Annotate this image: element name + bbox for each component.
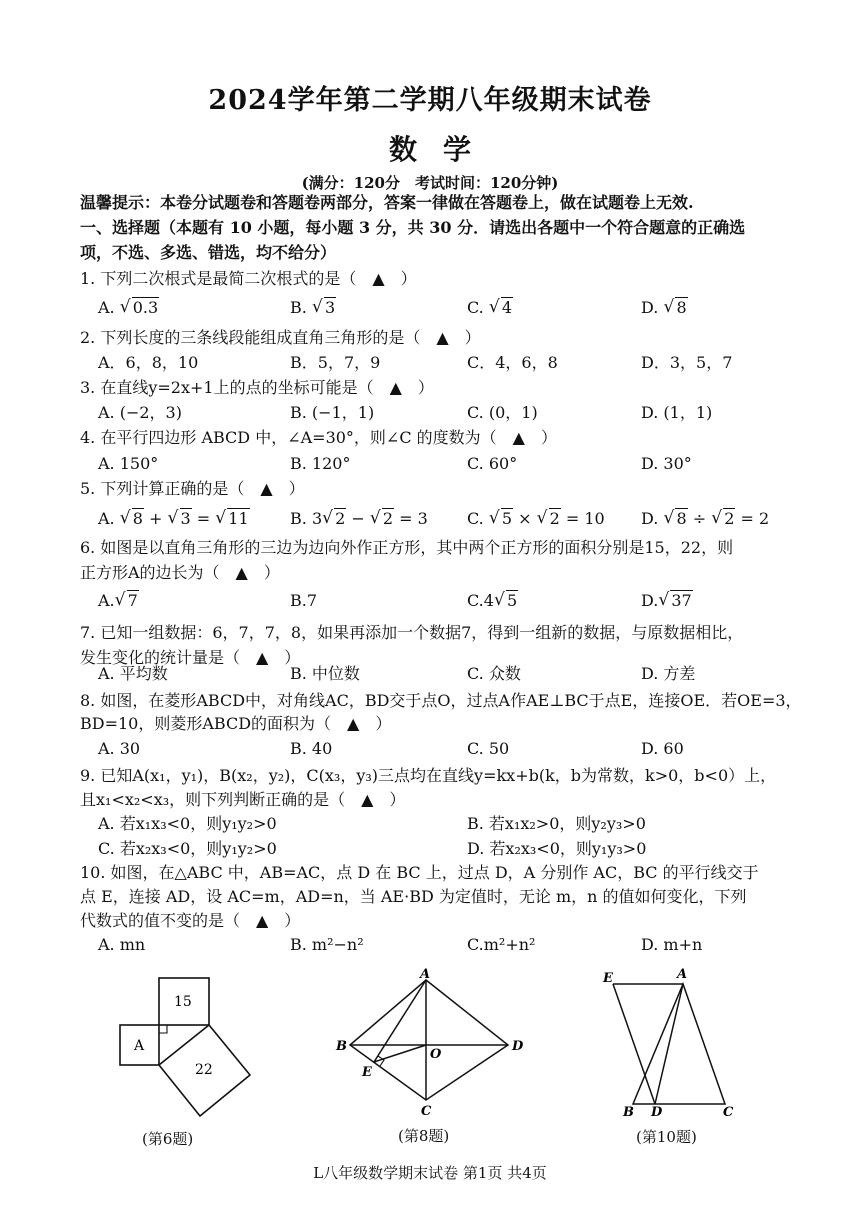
exam-info: (满分：120分 考试时间：120分钟) [301,174,559,192]
label-22: 22 [195,1062,213,1078]
q1-option-d: D. √ 8 [641,297,688,319]
label-d: D [651,1105,663,1120]
q8-option-b: B. 40 [290,739,333,758]
q1-stem: 1. 下列二次根式是最简二次根式的是（ ▲ ） [80,269,417,288]
label-b: B [623,1105,634,1120]
q6-stem-line1: 6. 如图是以直角三角形的三边为边向外作正方形，其中两个正方形的面积分别是15，22，则 [80,538,734,557]
q3-option-c: C. (0，1) [467,403,538,422]
q3-option-b: B. (−1，1) [290,403,375,422]
q9-option-c: C. 若x₂x₃<0，则y₁y₂>0 [98,839,277,858]
q10-stem-line1: 10. 如图，在△ABC 中，AB=AC，点 D 在 BC 上，过点 D，A 分别作 AC，BC 的平行线交于 [80,863,759,882]
q5-option-b: B. 3√ 2 − √ 2 = 3 [290,508,428,530]
figure-6 [110,970,270,1130]
q10-stem-line3: 代数式的值不变的是（ ▲ ） [80,911,301,930]
figure-8-caption: (第8题) [398,1127,450,1145]
q9-option-b: B. 若x₁x₂>0，则y₂y₃>0 [467,814,646,833]
label-a: A [420,968,431,982]
label-b: B [336,1039,347,1054]
q8-option-d: D. 60 [641,739,684,758]
q1-option-c: C. √ 4 [467,297,513,319]
label-c: C [723,1105,734,1120]
segment-ed [613,984,655,1104]
label-d: D [512,1039,524,1054]
q7-option-b: B. 中位数 [290,664,360,683]
q10-option-b: B. m²−n² [290,935,364,954]
section1-heading-line2: 项，不选、多选、错选，均不给分） [80,243,337,262]
segment-ad [655,984,683,1104]
q2-option-c: C．4，6，8 [467,353,558,372]
label-15: 15 [174,994,192,1010]
label-o: O [430,1047,442,1062]
q9-stem-line1: 9. 已知A(x₁，y₁)，B(x₂，y₂)，C(x₃，y₃)三点均在直线y=kx+b(k，b为常数，k>0，b<0）上， [80,766,777,785]
segment-oe [374,1045,426,1062]
q4-stem: 4. 在平行四边形 ABCD 中，∠A=30°，则∠C 的度数为（ ▲ ） [80,428,557,447]
exam-title: 2024学年第二学期八年级期末试卷 [208,85,652,116]
q2-option-a: A．6，8，10 [98,353,199,372]
q10-option-a: A. mn [98,935,146,954]
subject-title: 数学 [388,133,497,166]
q6-option-b: B.7 [290,591,318,610]
q10-option-c: C.m²+n² [467,935,536,954]
q8-option-c: C. 50 [467,739,510,758]
q9-option-d: D. 若x₂x₃<0，则y₁y₃>0 [467,839,647,858]
figure-8 [330,968,530,1118]
label-e: E [362,1065,372,1080]
rhombus-abcd [350,980,508,1100]
q4-option-b: B. 120° [290,454,351,473]
q6-option-c: C.4√ 5 [467,590,518,612]
label-a: A [134,1038,145,1054]
segment-ae [374,980,426,1062]
q7-option-d: D. 方差 [641,664,696,683]
section1-heading-line1: 一、选择题（本题有 10 小题，每小题 3 分，共 30 分．请选出各题中一个符合题意的正确选 [80,218,746,237]
figure-6-caption: (第6题) [142,1130,194,1148]
q8-option-a: A. 30 [98,739,141,758]
q6-option-d: D.√ 37 [641,590,693,612]
q2-stem: 2. 下列长度的三条线段能组成直角三角形的是（ ▲ ） [80,328,481,347]
q6-option-a: A.√ 7 [98,590,139,612]
q10-option-d: D. m+n [641,935,703,954]
notice: 温馨提示：本卷分试题卷和答题卷两部分，答案一律做在答题卷上，做在试题卷上无效. [80,193,694,212]
figure-10-caption: (第10题) [636,1128,697,1146]
q3-stem: 3. 在直线y=2x+1上的点的坐标可能是（ ▲ ） [80,378,434,397]
q2-option-b: B．5，7，9 [290,353,381,372]
q2-option-d: D．3，5，7 [641,353,733,372]
q5-option-a: A. √ 8 + √ 3 = √ 11 [98,508,250,530]
q3-option-d: D. (1，1) [641,403,713,422]
q5-option-d: D. √ 8 ÷ √ 2 = 2 [641,508,769,530]
q8-stem-line2: BD=10，则菱形ABCD的面积为（ ▲ ） [80,714,392,733]
q9-stem-line2: 且x₁<x₂<x₃，则下列判断正确的是（ ▲ ） [80,790,406,809]
q3-option-a: A. (−2，3) [98,403,182,422]
q9-option-a: A. 若x₁x₃<0，则y₁y₂>0 [98,814,277,833]
q6-stem-line2: 正方形A的边长为（ ▲ ） [80,563,280,582]
q8-stem-line1: 8. 如图，在菱形ABCD中，对角线AC，BD交于点O，过点A作AE⊥BC于点E，连接OE．若OE=3， [80,691,802,710]
label-c: C [421,1104,432,1118]
q7-stem-line1: 7. 已知一组数据：6，7，7，8，如果再添加一个数据7，得到一组新的数据，与原数据相比， [80,623,744,642]
q10-stem-line2: 点 E，连接 AD，设 AC=m，AD=n，当 AE·BD 为定值时，无论 m，n 的值如何变化，下列 [80,887,747,906]
q1-option-a: A. √ 0.3 [98,297,159,319]
label-a: A [677,967,688,982]
q5-option-c: C. √ 5 × √ 2 = 10 [467,508,605,530]
q7-option-a: A. 平均数 [98,664,168,683]
q5-stem: 5. 下列计算正确的是（ ▲ ） [80,479,305,498]
q4-option-a: A. 150° [98,454,159,473]
page-footer: L八年级数学期末试卷 第1页 共4页 [313,1164,547,1182]
q7-stem-line2: 发生变化的统计量是（ ▲ ） [80,648,301,667]
figure-10 [595,962,755,1122]
q4-option-c: C. 60° [467,454,518,473]
right-angle-mark [159,1025,167,1033]
label-e: E [603,971,613,986]
q4-option-d: D. 30° [641,454,692,473]
q1-option-b: B. √ 3 [290,297,336,319]
q7-option-c: C. 众数 [467,664,521,683]
